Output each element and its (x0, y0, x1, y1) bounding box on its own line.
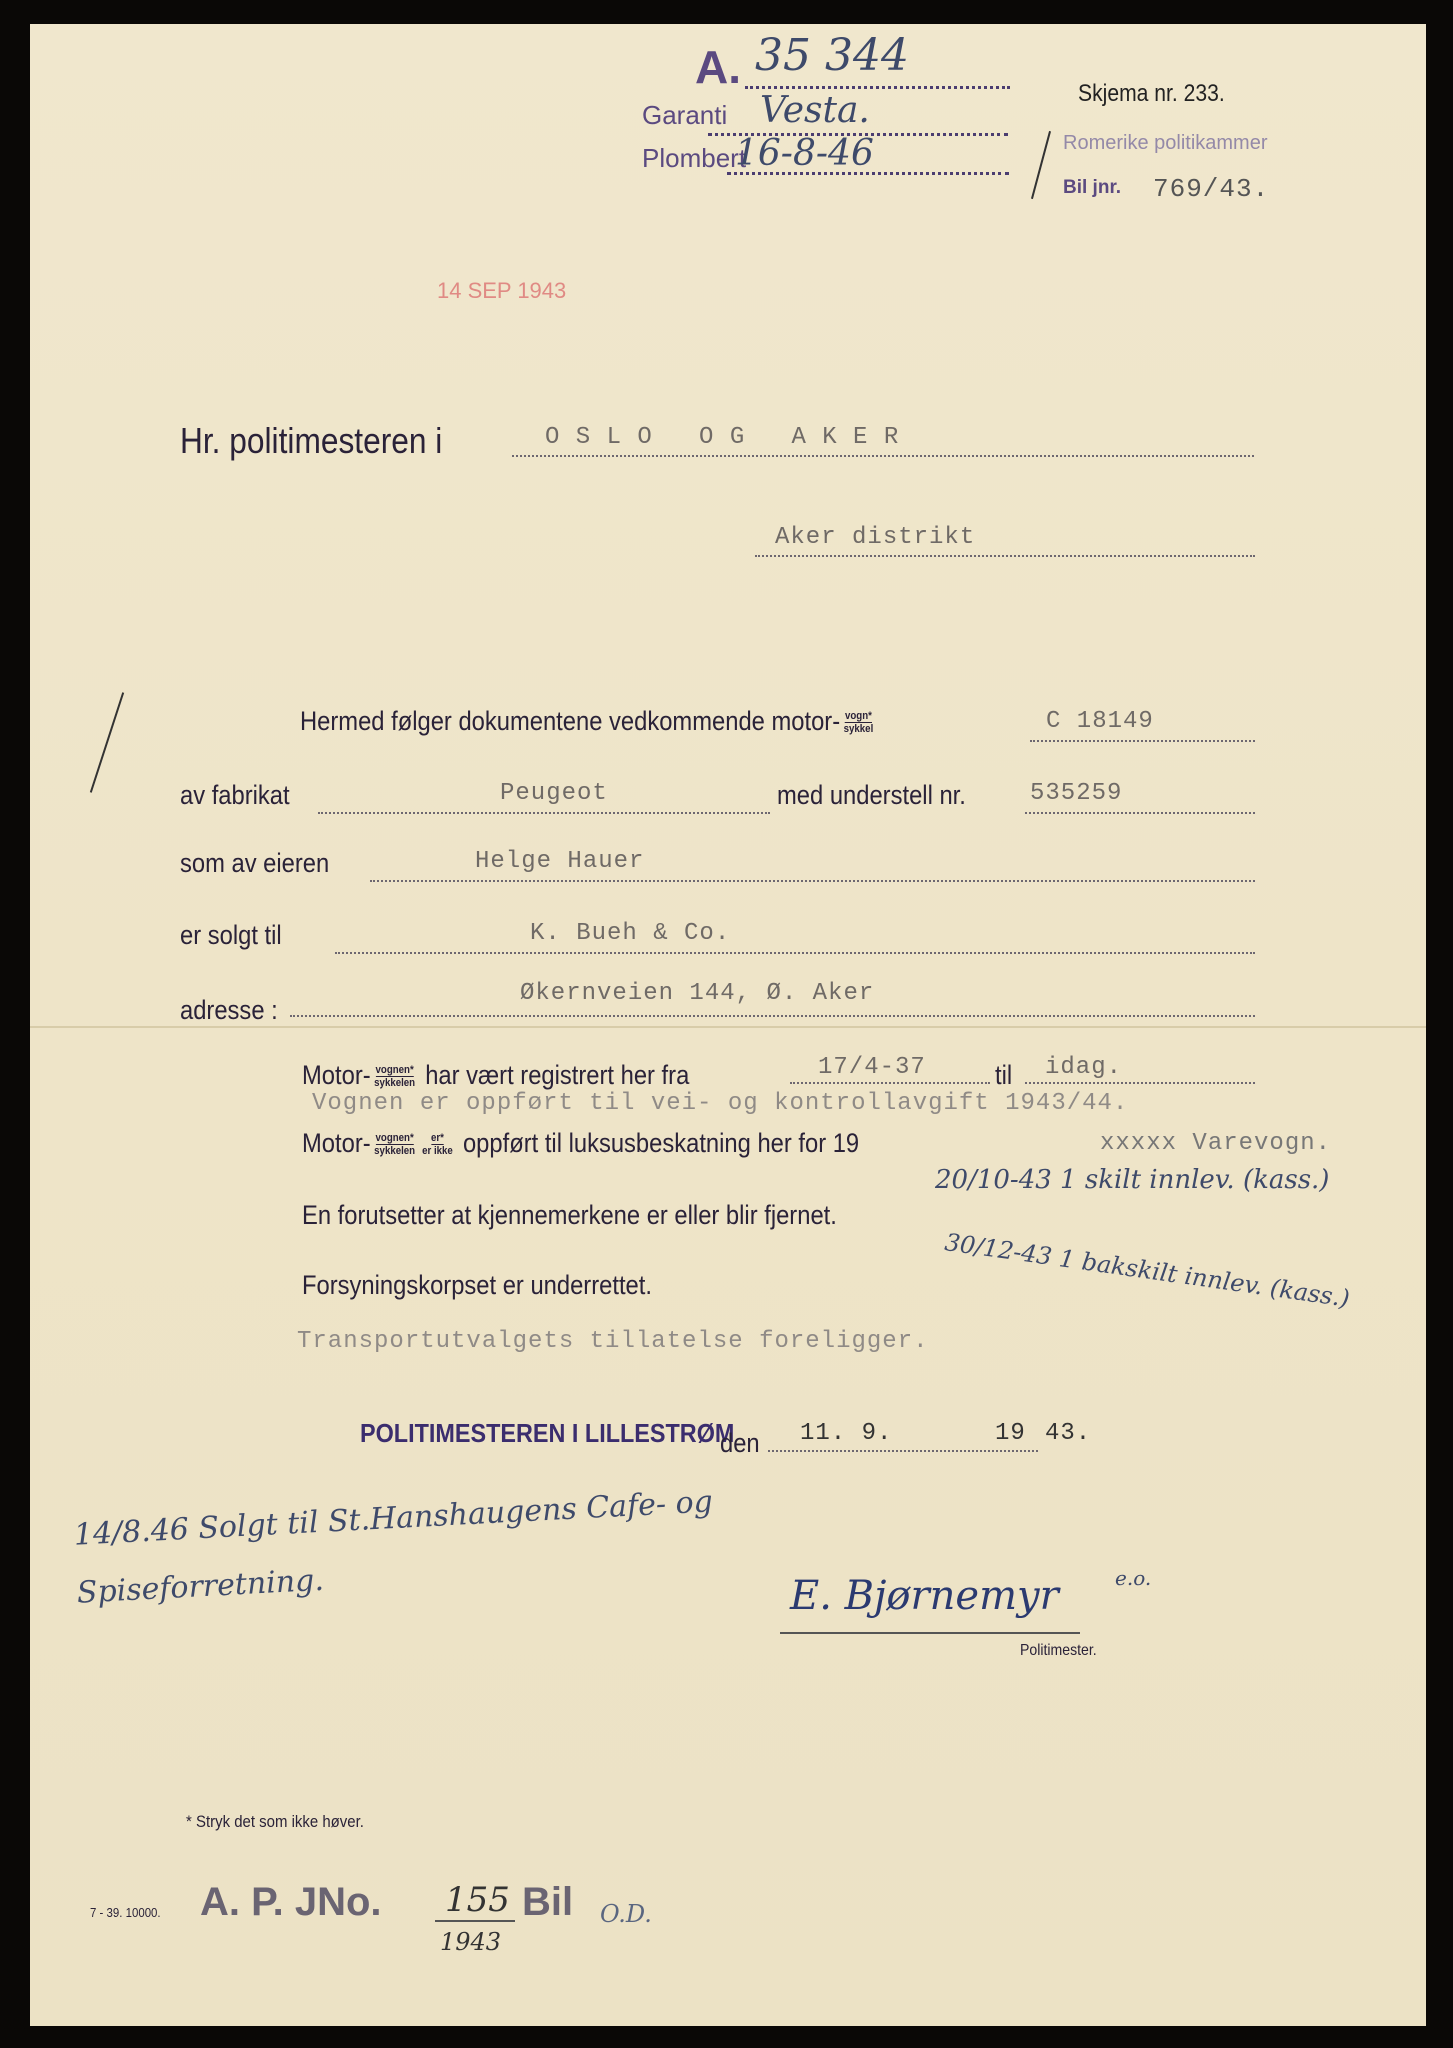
plates-text: En forutsetter at kjennemerkene er eller blir fjernet. (302, 1200, 837, 1230)
vogn-sykkel-fraction (844, 710, 874, 735)
garanti-label: Garanti (642, 100, 728, 130)
intro-text (300, 706, 877, 737)
dotted-line (290, 1015, 1255, 1017)
signature-line (780, 1632, 1080, 1634)
signature: E. Bjørnemyr (790, 1573, 1059, 1619)
fabrikat-label: av fabrikat (180, 780, 290, 810)
solgt-value: K. Bueh & Co. (530, 920, 731, 947)
frac-top: vognen* (375, 1132, 414, 1145)
den-label: den (720, 1428, 760, 1458)
motor-prefix: Motor- (302, 1060, 371, 1090)
initials: O.D. (600, 1900, 652, 1928)
garanti-value: Vesta. (760, 90, 870, 131)
hand-note-plate-2: 30/12-43 1 bakskilt innlev. (kass.) (943, 1228, 1352, 1313)
understell-value: 535259 (1030, 780, 1123, 807)
dotted-line (755, 555, 1255, 557)
print-code: 7 - 39. 10000. (90, 1905, 161, 1920)
dotted-line (370, 880, 1255, 882)
date-year-suffix: 43. (1045, 1420, 1092, 1447)
adresse-value: Økernveien 144, Ø. Aker (520, 980, 875, 1007)
fold-line (30, 1026, 1426, 1028)
frac-top: er* (431, 1132, 444, 1145)
hand-note-plate-1: 20/10-43 1 skilt innlev. (kass.) (935, 1165, 1330, 1195)
vognen-sykkelen-fraction (374, 1132, 415, 1157)
vognen-sykkelen-fraction (374, 1064, 415, 1089)
dotted-line (335, 952, 1255, 954)
frac-top: vogn* (845, 710, 872, 723)
dotted-line (768, 1450, 1038, 1452)
er-er-ikke-fraction (422, 1132, 453, 1157)
dotted-line (790, 1082, 990, 1084)
district: Aker distrikt (775, 524, 976, 551)
registered-text: har vært registrert her fra (425, 1060, 690, 1090)
registered-from: 17/4-37 (818, 1054, 926, 1081)
eier-label: som av eieren (180, 848, 330, 878)
luxury-text: oppført til luksusbeskatning her for 19 (462, 1128, 860, 1158)
road-tax-note: Vognen er oppført til vei- og kontrollavgift 1943/44. (312, 1090, 1129, 1117)
solgt-label: er solgt til (180, 920, 282, 950)
date-day-month: 11. 9. (800, 1420, 893, 1447)
stamp-a-prefix: A. (695, 41, 741, 93)
footnote: * Stryk det som ikke høver. (186, 1812, 364, 1831)
eier-value: Helge Hauer (475, 848, 645, 875)
transport-permission: Transportutvalgets tillatelse foreligger. (297, 1328, 929, 1355)
luxury-typed: xxxxx Varevogn. (1100, 1130, 1332, 1157)
til-label: til (995, 1060, 1013, 1090)
office-stamp: Romerike politikammer (1063, 132, 1268, 154)
dotted-line (745, 86, 1010, 89)
police-chief-stamp: POLITIMESTEREN I LILLESTRØM (360, 1418, 735, 1448)
frac-top: vognen* (375, 1064, 414, 1077)
luxury-tax-line (302, 1128, 859, 1159)
frac-bottom: sykkelen (374, 1145, 416, 1158)
dotted-line (1030, 740, 1255, 742)
bil-jnr-value: 769/43. (1153, 174, 1270, 204)
stamp-line (435, 1920, 515, 1922)
received-date-stamp: 14 SEP 1943 (437, 278, 567, 303)
signature-title: Politimester. (1020, 1642, 1097, 1659)
registered-to: idag. (1045, 1054, 1123, 1081)
intro-label: Hermed følger dokumentene vedkommende motor- (300, 706, 841, 736)
stamp-a-number: 35 344 (755, 30, 909, 81)
dotted-line (1025, 812, 1255, 814)
dotted-line (318, 812, 770, 814)
fabrikat-value: Peugeot (500, 780, 608, 807)
date-year-prefix: 19 (995, 1420, 1026, 1447)
ap-journal-number: 155 (445, 1880, 510, 1920)
addressee-label: Hr. politimesteren i (180, 420, 443, 461)
handwritten-sale-note: 14/8.46 Solgt til St.Hanshaugens Cafe- og Spiseforretning. (72, 1484, 714, 1611)
registered-line (302, 1060, 689, 1091)
signature-prefix: e.o. (1115, 1566, 1152, 1590)
ap-journal-suffix: Bil (522, 1880, 574, 1924)
understell-label: med understell nr. (777, 780, 966, 810)
bil-jnr-label: Bil jnr. (1063, 177, 1122, 198)
plombert-label: Plombert (642, 143, 747, 173)
ap-journal-year: 1943 (440, 1928, 502, 1956)
adresse-label: adresse : (180, 995, 278, 1025)
dotted-line (512, 455, 1254, 457)
frac-bottom: sykkelen (374, 1077, 416, 1090)
dotted-line (727, 172, 1009, 175)
supply-corps-text: Forsyningskorpset er underrettet. (302, 1270, 652, 1300)
plombert-value: 16-8-46 (735, 133, 874, 174)
schema-number: Skjema nr. 233. (1078, 80, 1225, 107)
frac-bottom: sykkel (843, 723, 874, 736)
dotted-line (1025, 1082, 1255, 1084)
registration-number: C 18149 (1046, 708, 1154, 735)
addressee-value: O S L O O G A K E R (545, 424, 900, 451)
motor-prefix: Motor- (302, 1128, 371, 1158)
frac-bottom: er ikke (422, 1145, 453, 1158)
ap-journal-stamp: A. P. JNo. (200, 1880, 382, 1924)
